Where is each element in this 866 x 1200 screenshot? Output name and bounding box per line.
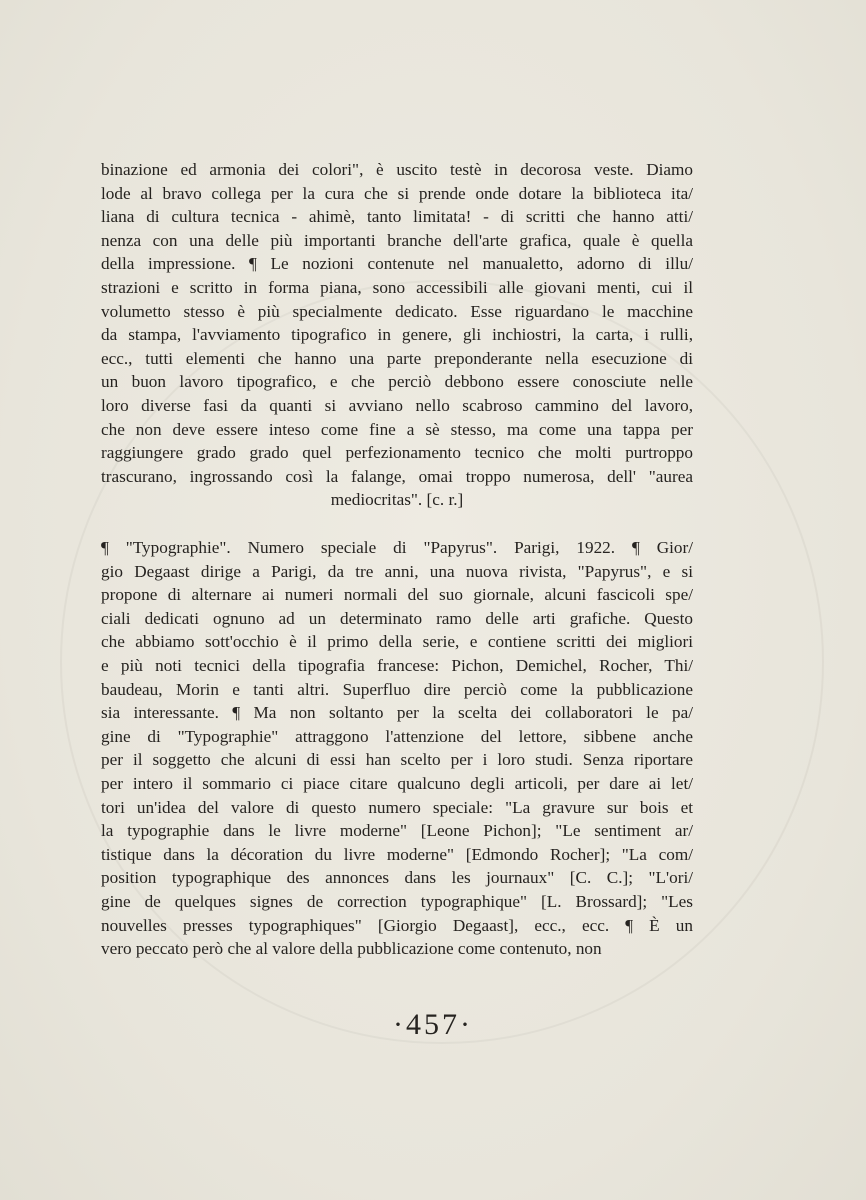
text-line: della impressione. ¶ Le nozioni contenute nel manualetto, adorno di illu/ (101, 254, 693, 274)
text-line: position typographique des annonces dans les journaux" [C. C.]; "L'ori/ (101, 868, 693, 888)
text-line: la typographie dans le livre moderne" [Leone Pichon]; "Le sentiment ar/ (101, 821, 693, 841)
text-line: trascurano, ingrossando così la falange, omai troppo numerosa, dell' "aurea (101, 466, 693, 486)
article-paragraph-2 (101, 536, 693, 961)
text-line: liana di cultura tecnica - ahimè, tanto limitata! - di scritti che hanno atti/ (101, 207, 693, 227)
text-line: un buon lavoro tipografico, e che perciò debbono essere conosciute nelle (101, 372, 693, 392)
text-line: ciali dedicati ognuno ad un determinato ramo delle arti grafiche. Questo (101, 608, 693, 628)
closing-line: mediocritas". [c. r.] (330, 490, 464, 510)
text-line: binazione ed armonia dei colori", è uscito testè in decorosa veste. Diamo (101, 160, 693, 179)
text-line: nouvelles presses typographiques" [Giorgio Degaast], ecc., ecc. ¶ È un (101, 915, 693, 935)
text-line: per intero il sommario ci piace citare qualcuno degli articoli, per dare ai let/ (101, 773, 693, 793)
text-line: gio Degaast dirige a Parigi, da tre anni, una nuova rivista, "Papyrus", e si (101, 561, 693, 581)
text-line: sia interessante. ¶ Ma non soltanto per la scelta dei collaboratori le pa/ (101, 703, 693, 723)
text-line: per il soggetto che alcuni di essi han scelto per i loro studi. Senza riportare (101, 750, 693, 770)
text-line: ecc., tutti elementi che hanno una parte preponderante nella esecuzione di (101, 348, 693, 368)
text-line: gine de quelques signes de correction typographique" [L. Brossard]; "Les (101, 891, 693, 911)
text-line: gine di "Typographie" attraggono l'attenzione del lettore, sibbene anche (101, 726, 693, 746)
text-line: baudeau, Morin e tanti altri. Superfluo dire perciò come la pubblicazione (101, 679, 693, 699)
text-line: lode al bravo collega per la cura che si prende onde dotare la biblioteca ita/ (101, 183, 693, 203)
text-line: tori un'idea del valore di questo numero speciale: "La gravure sur bois et (101, 797, 693, 817)
text-line: volumetto stesso è più specialmente dedicato. Esse riguardano le macchine (101, 301, 693, 321)
text-line: raggiungere grado grado quel perfezionamento tecnico che molti purtroppo (101, 443, 693, 463)
text-line: propone di alternare ai numeri normali del suo giornale, alcuni fascicoli spe/ (101, 585, 693, 605)
text-line: da stampa, l'avviamento tipografico in genere, gli inchiostri, la carta, i rulli, (101, 325, 693, 345)
article-paragraph-1 (101, 158, 693, 512)
text-line: strazioni e scritto in forma piana, sono accessibili alle giovani menti, cui il (101, 277, 693, 297)
text-line: nenza con una delle più importanti branche dell'arte grafica, quale è quella (101, 230, 693, 250)
page-number: ·457· (393, 1008, 473, 1041)
text-line: che non deve essere inteso come fine a sè stesso, ma come una tappa per (101, 419, 693, 439)
text-line: vero peccato però che al valore della pubblicazione come contenuto, non (101, 939, 602, 959)
text-line: ¶ "Typographie". Numero speciale di "Papyrus". Parigi, 1922. ¶ Gior/ (101, 538, 693, 557)
text-line: tistique dans la décoration du livre moderne" [Edmondo Rocher]; "La com/ (101, 844, 693, 864)
text-line: e più noti tecnici della tipografia francese: Pichon, Demichel, Rocher, Thi/ (101, 655, 693, 675)
text-line: che abbiamo sott'occhio è il primo della serie, e contiene scritti dei migliori (101, 632, 693, 652)
text-line: loro diverse fasi da quanti si avviano nello scabroso cammino del lavoro, (101, 395, 693, 415)
